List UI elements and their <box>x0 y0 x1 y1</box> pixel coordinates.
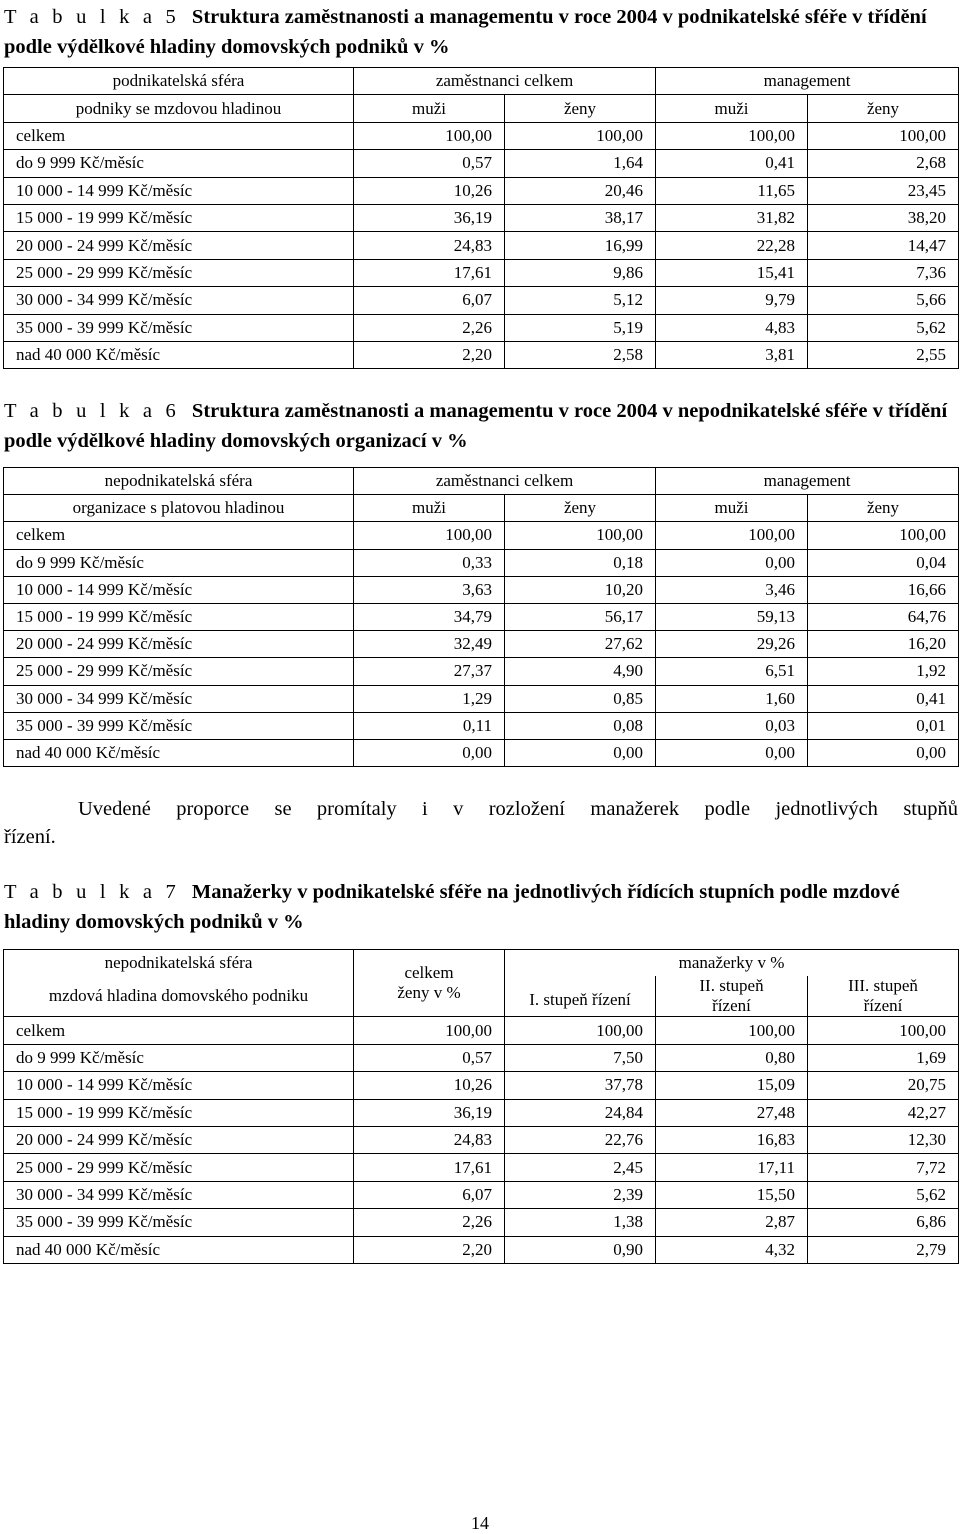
row-label: nad 40 000 Kč/měsíc <box>4 739 354 766</box>
table6-col-header: ženy <box>505 495 656 522</box>
table-cell: 17,61 <box>354 259 505 286</box>
table5-label: T a b u l k a 5 <box>4 6 180 28</box>
table-cell: 5,62 <box>808 314 959 341</box>
row-label: 35 000 - 39 999 Kč/měsíc <box>4 1209 354 1236</box>
table-cell: 1,60 <box>656 685 808 712</box>
table7-label: T a b u l k a 7 <box>4 881 180 903</box>
table-cell: 6,07 <box>354 1181 505 1208</box>
table6-header-row-1 <box>4 468 959 495</box>
table7-header-row-1 <box>4 950 959 977</box>
table-cell: 56,17 <box>505 603 656 630</box>
table5-header-row-1 <box>4 68 959 95</box>
table-cell: 9,79 <box>656 287 808 314</box>
table-cell: 100,00 <box>354 522 505 549</box>
table-cell: 2,68 <box>808 150 959 177</box>
table-cell: 0,41 <box>656 150 808 177</box>
row-label: 15 000 - 19 999 Kč/měsíc <box>4 1099 354 1126</box>
page-number: 14 <box>471 1513 489 1533</box>
table7-group-header: manažerky v % <box>505 950 959 977</box>
table-cell: 100,00 <box>505 522 656 549</box>
table-cell: 27,37 <box>354 658 505 685</box>
table-cell: 0,00 <box>656 739 808 766</box>
table-row <box>4 1072 959 1099</box>
table-cell: 3,46 <box>656 576 808 603</box>
table-cell: 100,00 <box>505 1017 656 1044</box>
table-cell: 27,62 <box>505 631 656 658</box>
table-cell: 34,79 <box>354 603 505 630</box>
table6-group1-header: zaměstnanci celkem <box>354 468 656 495</box>
table-cell: 0,41 <box>808 685 959 712</box>
table-row <box>4 314 959 341</box>
table-cell: 100,00 <box>808 122 959 149</box>
table7-total-line1: celkem <box>404 963 454 983</box>
table-cell: 38,20 <box>808 204 959 231</box>
table6-col-header: muži <box>656 495 808 522</box>
table-cell: 0,00 <box>808 739 959 766</box>
table-cell: 1,38 <box>505 1209 656 1236</box>
table-row <box>4 1126 959 1153</box>
table-cell: 15,09 <box>656 1072 808 1099</box>
table5-header-row-2 <box>4 95 959 122</box>
table-cell: 100,00 <box>808 1017 959 1044</box>
table7-caption <box>4 877 958 937</box>
row-label: nad 40 000 Kč/měsíc <box>4 1236 354 1263</box>
table-cell: 100,00 <box>808 522 959 549</box>
table-cell: 0,90 <box>505 1236 656 1263</box>
table-row <box>4 1236 959 1263</box>
row-label: do 9 999 Kč/měsíc <box>4 150 354 177</box>
table-cell: 5,62 <box>808 1181 959 1208</box>
table-cell: 5,12 <box>505 287 656 314</box>
row-label: 30 000 - 34 999 Kč/měsíc <box>4 685 354 712</box>
table-cell: 1,69 <box>808 1044 959 1071</box>
table-row <box>4 232 959 259</box>
table-cell: 2,26 <box>354 1209 505 1236</box>
table-row <box>4 522 959 549</box>
table-row <box>4 739 959 766</box>
row-label: nad 40 000 Kč/měsíc <box>4 341 354 368</box>
table7-level1-header: I. stupeň řízení <box>505 976 656 1017</box>
table-cell: 0,33 <box>354 549 505 576</box>
row-label: 25 000 - 29 999 Kč/měsíc <box>4 658 354 685</box>
table-cell: 0,80 <box>656 1044 808 1071</box>
table7-level3-line1: III. stupeň <box>848 976 918 996</box>
table-cell: 0,18 <box>505 549 656 576</box>
table6 <box>3 467 959 767</box>
table-row <box>4 1209 959 1236</box>
table-cell: 2,79 <box>808 1236 959 1263</box>
table-cell: 100,00 <box>656 122 808 149</box>
table-cell: 12,30 <box>808 1126 959 1153</box>
row-label: 10 000 - 14 999 Kč/měsíc <box>4 177 354 204</box>
table7-level2-line2: řízení <box>712 996 751 1016</box>
table-cell: 17,11 <box>656 1154 808 1181</box>
paragraph-line-2: řízení. <box>4 826 56 848</box>
table6-title: Struktura zaměstnanosti a managementu v roce 2004 v nepodnikatelské sféře v třídění podle výdělkové hladiny domovských organizací v % <box>4 400 948 452</box>
table-cell: 100,00 <box>656 1017 808 1044</box>
table7-total-line2: ženy v % <box>397 983 461 1003</box>
table6-rowhead: organizace s platovou hladinou <box>4 495 354 522</box>
row-label: celkem <box>4 122 354 149</box>
table-cell: 4,32 <box>656 1236 808 1263</box>
row-label: 10 000 - 14 999 Kč/měsíc <box>4 1072 354 1099</box>
table6-label: T a b u l k a 6 <box>4 400 180 422</box>
table-cell: 64,76 <box>808 603 959 630</box>
row-label: do 9 999 Kč/měsíc <box>4 549 354 576</box>
table-cell: 1,64 <box>505 150 656 177</box>
row-label: do 9 999 Kč/měsíc <box>4 1044 354 1071</box>
table5-col-header: ženy <box>505 95 656 122</box>
table-cell: 5,66 <box>808 287 959 314</box>
table6-body <box>4 468 959 767</box>
table-cell: 0,00 <box>656 549 808 576</box>
table-cell: 16,83 <box>656 1126 808 1153</box>
table-cell: 7,72 <box>808 1154 959 1181</box>
table-row <box>4 576 959 603</box>
table-row <box>4 1181 959 1208</box>
table-cell: 16,66 <box>808 576 959 603</box>
table-row <box>4 1017 959 1044</box>
table7-total-header <box>354 950 505 1017</box>
table-cell: 7,50 <box>505 1044 656 1071</box>
table-cell: 15,50 <box>656 1181 808 1208</box>
table-row <box>4 685 959 712</box>
row-label: celkem <box>4 1017 354 1044</box>
table5 <box>3 67 959 369</box>
table-cell: 10,20 <box>505 576 656 603</box>
table-cell: 3,63 <box>354 576 505 603</box>
table-cell: 6,07 <box>354 287 505 314</box>
table-cell: 9,86 <box>505 259 656 286</box>
table-cell: 2,45 <box>505 1154 656 1181</box>
row-label: 15 000 - 19 999 Kč/měsíc <box>4 204 354 231</box>
table-cell: 10,26 <box>354 1072 505 1099</box>
table-cell: 32,49 <box>354 631 505 658</box>
table-row <box>4 658 959 685</box>
table5-rowhead: podniky se mzdovou hladinou <box>4 95 354 122</box>
table6-sector-header: nepodnikatelská sféra <box>4 468 354 495</box>
table-cell: 23,45 <box>808 177 959 204</box>
table-cell: 31,82 <box>656 204 808 231</box>
table-cell: 16,99 <box>505 232 656 259</box>
table-cell: 2,20 <box>354 341 505 368</box>
table-cell: 0,57 <box>354 1044 505 1071</box>
table-cell: 0,00 <box>505 739 656 766</box>
table5-col-header: muži <box>656 95 808 122</box>
row-label: 25 000 - 29 999 Kč/měsíc <box>4 1154 354 1181</box>
row-label: celkem <box>4 522 354 549</box>
table-cell: 0,01 <box>808 712 959 739</box>
table-cell: 100,00 <box>656 522 808 549</box>
table-row <box>4 122 959 149</box>
table-cell: 20,46 <box>505 177 656 204</box>
table-cell: 0,08 <box>505 712 656 739</box>
row-label: 30 000 - 34 999 Kč/měsíc <box>4 1181 354 1208</box>
table7-rowhead: mzdová hladina domovského podniku <box>4 976 354 1017</box>
table-row <box>4 287 959 314</box>
table-cell: 2,26 <box>354 314 505 341</box>
table7-body <box>4 950 959 1264</box>
table-cell: 0,03 <box>656 712 808 739</box>
table-cell: 7,36 <box>808 259 959 286</box>
table-cell: 6,86 <box>808 1209 959 1236</box>
paragraph-line-1: Uvedené proporce se promítaly i v rozložení manažerek podle jednotlivých stupňů <box>78 798 958 820</box>
table5-caption <box>4 2 958 62</box>
row-label: 30 000 - 34 999 Kč/měsíc <box>4 287 354 314</box>
table-row <box>4 603 959 630</box>
table-cell: 100,00 <box>354 1017 505 1044</box>
table-cell: 10,26 <box>354 177 505 204</box>
table-cell: 16,20 <box>808 631 959 658</box>
table5-group1-header: zaměstnanci celkem <box>354 68 656 95</box>
row-label: 15 000 - 19 999 Kč/měsíc <box>4 603 354 630</box>
table7-sector-header: nepodnikatelská sféra <box>4 950 354 977</box>
table-cell: 36,19 <box>354 1099 505 1126</box>
table-cell: 0,00 <box>354 739 505 766</box>
table-row <box>4 712 959 739</box>
table-row <box>4 259 959 286</box>
table-cell: 27,48 <box>656 1099 808 1126</box>
table-cell: 29,26 <box>656 631 808 658</box>
table-cell: 100,00 <box>505 122 656 149</box>
table-cell: 20,75 <box>808 1072 959 1099</box>
row-label: 25 000 - 29 999 Kč/měsíc <box>4 259 354 286</box>
table5-group2-header: management <box>656 68 959 95</box>
table7-title: Manažerky v podnikatelské sféře na jednotlivých řídících stupních podle mzdové hladiny domovských podniků v % <box>4 881 900 933</box>
table-cell: 100,00 <box>354 122 505 149</box>
table-cell: 5,19 <box>505 314 656 341</box>
row-label: 20 000 - 24 999 Kč/měsíc <box>4 1126 354 1153</box>
table-cell: 4,90 <box>505 658 656 685</box>
table-cell: 24,83 <box>354 1126 505 1153</box>
table-cell: 0,04 <box>808 549 959 576</box>
row-label: 20 000 - 24 999 Kč/měsíc <box>4 232 354 259</box>
table-cell: 22,76 <box>505 1126 656 1153</box>
table-row <box>4 1154 959 1181</box>
table6-group2-header: management <box>656 468 959 495</box>
table-cell: 2,87 <box>656 1209 808 1236</box>
table-cell: 17,61 <box>354 1154 505 1181</box>
row-label: 20 000 - 24 999 Kč/měsíc <box>4 631 354 658</box>
table5-body <box>4 68 959 369</box>
table-cell: 4,83 <box>656 314 808 341</box>
body-paragraph <box>4 795 958 851</box>
table-cell: 11,65 <box>656 177 808 204</box>
table-cell: 59,13 <box>656 603 808 630</box>
table-row <box>4 631 959 658</box>
table6-header-row-2 <box>4 495 959 522</box>
table-row <box>4 204 959 231</box>
table-cell: 0,85 <box>505 685 656 712</box>
table5-col-header: ženy <box>808 95 959 122</box>
table6-caption <box>4 396 958 456</box>
table-cell: 2,58 <box>505 341 656 368</box>
table-cell: 15,41 <box>656 259 808 286</box>
table-cell: 2,20 <box>354 1236 505 1263</box>
table6-col-header: ženy <box>808 495 959 522</box>
table7-level3-line2: řízení <box>863 996 903 1016</box>
table-row <box>4 341 959 368</box>
table7-level3-header <box>808 976 959 1017</box>
table-cell: 42,27 <box>808 1099 959 1126</box>
table-cell: 3,81 <box>656 341 808 368</box>
table-cell: 1,29 <box>354 685 505 712</box>
table7-level2-line1: II. stupeň <box>699 976 764 996</box>
table-cell: 0,11 <box>354 712 505 739</box>
row-label: 35 000 - 39 999 Kč/měsíc <box>4 314 354 341</box>
table-cell: 2,55 <box>808 341 959 368</box>
table-row <box>4 177 959 204</box>
table-cell: 14,47 <box>808 232 959 259</box>
row-label: 10 000 - 14 999 Kč/měsíc <box>4 576 354 603</box>
table-cell: 1,92 <box>808 658 959 685</box>
table-cell: 24,83 <box>354 232 505 259</box>
table-cell: 0,57 <box>354 150 505 177</box>
table7 <box>3 949 959 1264</box>
table-cell: 22,28 <box>656 232 808 259</box>
table-row <box>4 549 959 576</box>
table-cell: 36,19 <box>354 204 505 231</box>
table5-title: Struktura zaměstnanosti a managementu v roce 2004 v podnikatelské sféře v třídění podle výdělkové hladiny domovských podniků v % <box>4 6 927 58</box>
table-cell: 6,51 <box>656 658 808 685</box>
table-row <box>4 1099 959 1126</box>
table-cell: 38,17 <box>505 204 656 231</box>
table5-col-header: muži <box>354 95 505 122</box>
table-row <box>4 150 959 177</box>
row-label: 35 000 - 39 999 Kč/měsíc <box>4 712 354 739</box>
table-row <box>4 1044 959 1071</box>
table-cell: 2,39 <box>505 1181 656 1208</box>
table7-level2-header <box>656 976 808 1017</box>
table6-col-header: muži <box>354 495 505 522</box>
table-cell: 24,84 <box>505 1099 656 1126</box>
table-cell: 37,78 <box>505 1072 656 1099</box>
table5-sector-header: podnikatelská sféra <box>4 68 354 95</box>
